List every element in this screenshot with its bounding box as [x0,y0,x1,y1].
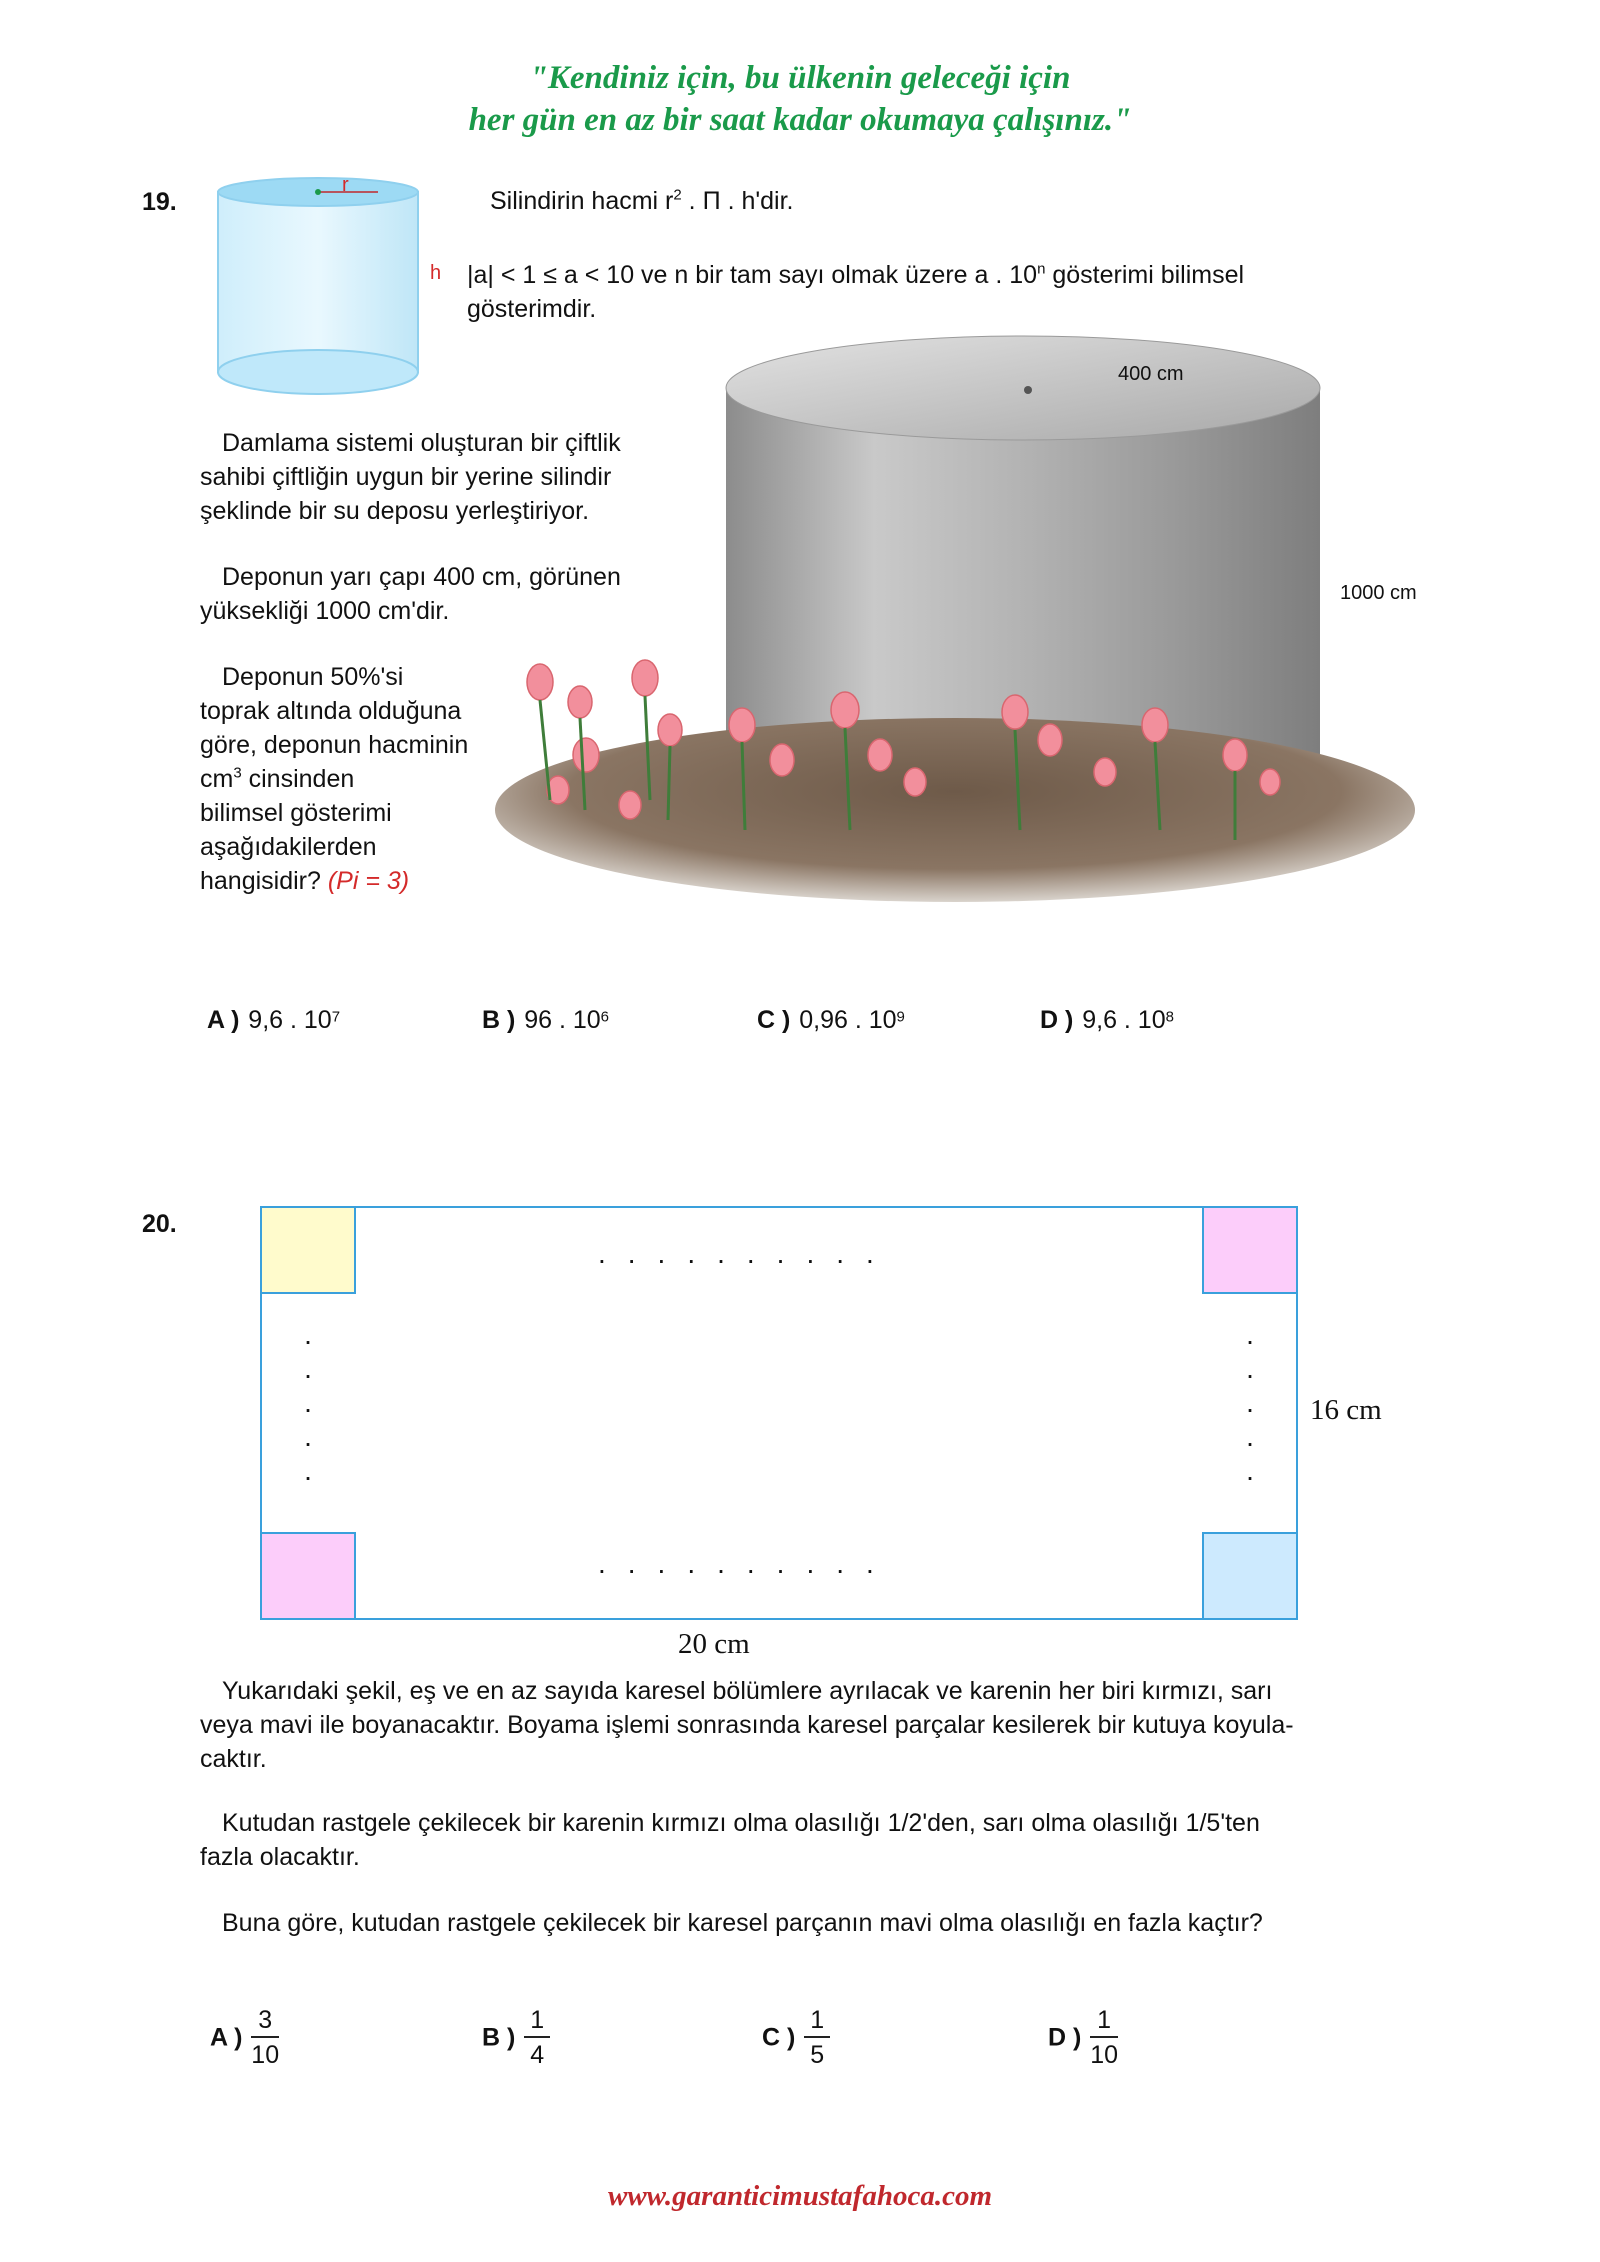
corner-square-yellow [262,1208,356,1294]
cylinder-bottom [218,350,418,394]
corner-square-pink-bottom [262,1532,356,1618]
height-label: 16 cm [1310,1394,1382,1426]
q20-option-d[interactable]: D ) $\frac{1}{10}$ [1048,2006,1119,2069]
corner-square-blue [1202,1532,1296,1618]
q20-paragraph-2: Kutudan rastgele çekilecek bir karenin kırmızı olma olasılığı 1/2'den, sarı olma olasılığı 1/5'ten fazla olacaktır. [200,1809,1260,1871]
q19-paragraph-1: Damlama sistemi oluşturan bir çiftlik sahibi çiftliğin uygun bir yerine silindir şeklinde bir su deposu yerleştiriyor. [200,429,621,525]
small-cylinder-r-label: r [342,174,349,196]
q19-paragraph-3: Deponun 50%'si toprak altında olduğuna göre, deponun hacminin $cm^3$ cinsinden bilimsel gösterimi aşağıdakilerden hangisidir? (Pi = 3) [200,663,469,895]
q20-option-a[interactable]: A ) $\frac{3}{10}$ [210,2006,280,2069]
tank-height-label: 1000 cm [1340,582,1417,604]
quote-line-1: "Kendiniz için, bu ülkenin geleceği için [529,60,1071,96]
q19-option-a[interactable]: A ) 9,6 . 107 [207,1006,341,1034]
scientific-notation-def-line2: gösterimdir. [467,295,597,323]
footer-website[interactable]: www.garanticimustafahoca.com [607,2180,993,2212]
q20-option-b[interactable]: B ) $\frac{1}{4}$ [482,2004,550,2072]
q19-option-c[interactable]: C ) 0,96 . 109 [757,1006,905,1034]
q20-paragraph-1: Yukarıdaki şekil, eş ve en az sayıda karesel bölümlere ayrılacak ve karenin her biri kırmızı, sarı veya mavi ile boyanacaktır. Boyama işlemi sonrasında karesel parçalar kesilerek bir kutuya koyula- caktır. [200,1677,1294,1773]
q19-option-b[interactable]: B ) 96 . 106 [482,1006,610,1034]
left-dots: . . . . . [304,1319,312,1486]
q20-option-c[interactable]: C ) $\frac{1}{5}$ [762,2004,830,2072]
volume-formula: Silindirin hacmi $r^2$ . Π . h'dir. [490,186,794,215]
right-dots: . . . . . [1246,1319,1254,1486]
question-20-number: 20. [142,1210,177,1238]
small-cylinder-figure [210,170,470,400]
cylinder-body [218,192,418,372]
q19-paragraph-2: Deponun yarı çapı 400 cm, görünen yüksekliği 1000 cm'dir. [200,563,621,625]
quote-line-2: her gün en az bir saat kadar okumaya çalışınız." [468,102,1132,138]
width-label: 20 cm [678,1628,750,1660]
top-dots: .......... [598,1238,896,1269]
scientific-notation-def: |a| < 1 ≤ a < 10 ve n bir tam sayı olmak üzere a . 10$^n$ gösterimi bilimsel [467,260,1245,289]
small-cylinder-h-label: h [430,262,442,284]
tank-radius-label: 400 cm [1118,363,1184,385]
corner-square-pink-top [1202,1208,1296,1294]
question-19-number: 19. [142,188,177,216]
rectangle-figure [260,1206,1298,1620]
tank-top [726,336,1320,440]
q20-question: Buna göre, kutudan rastgele çekilecek bir karesel parçanın mavi olma olasılığı en fazla kaçtır? [222,1909,1263,1937]
q19-option-d[interactable]: D ) 9,6 . 108 [1040,1006,1174,1034]
bottom-dots: .......... [598,1548,896,1579]
